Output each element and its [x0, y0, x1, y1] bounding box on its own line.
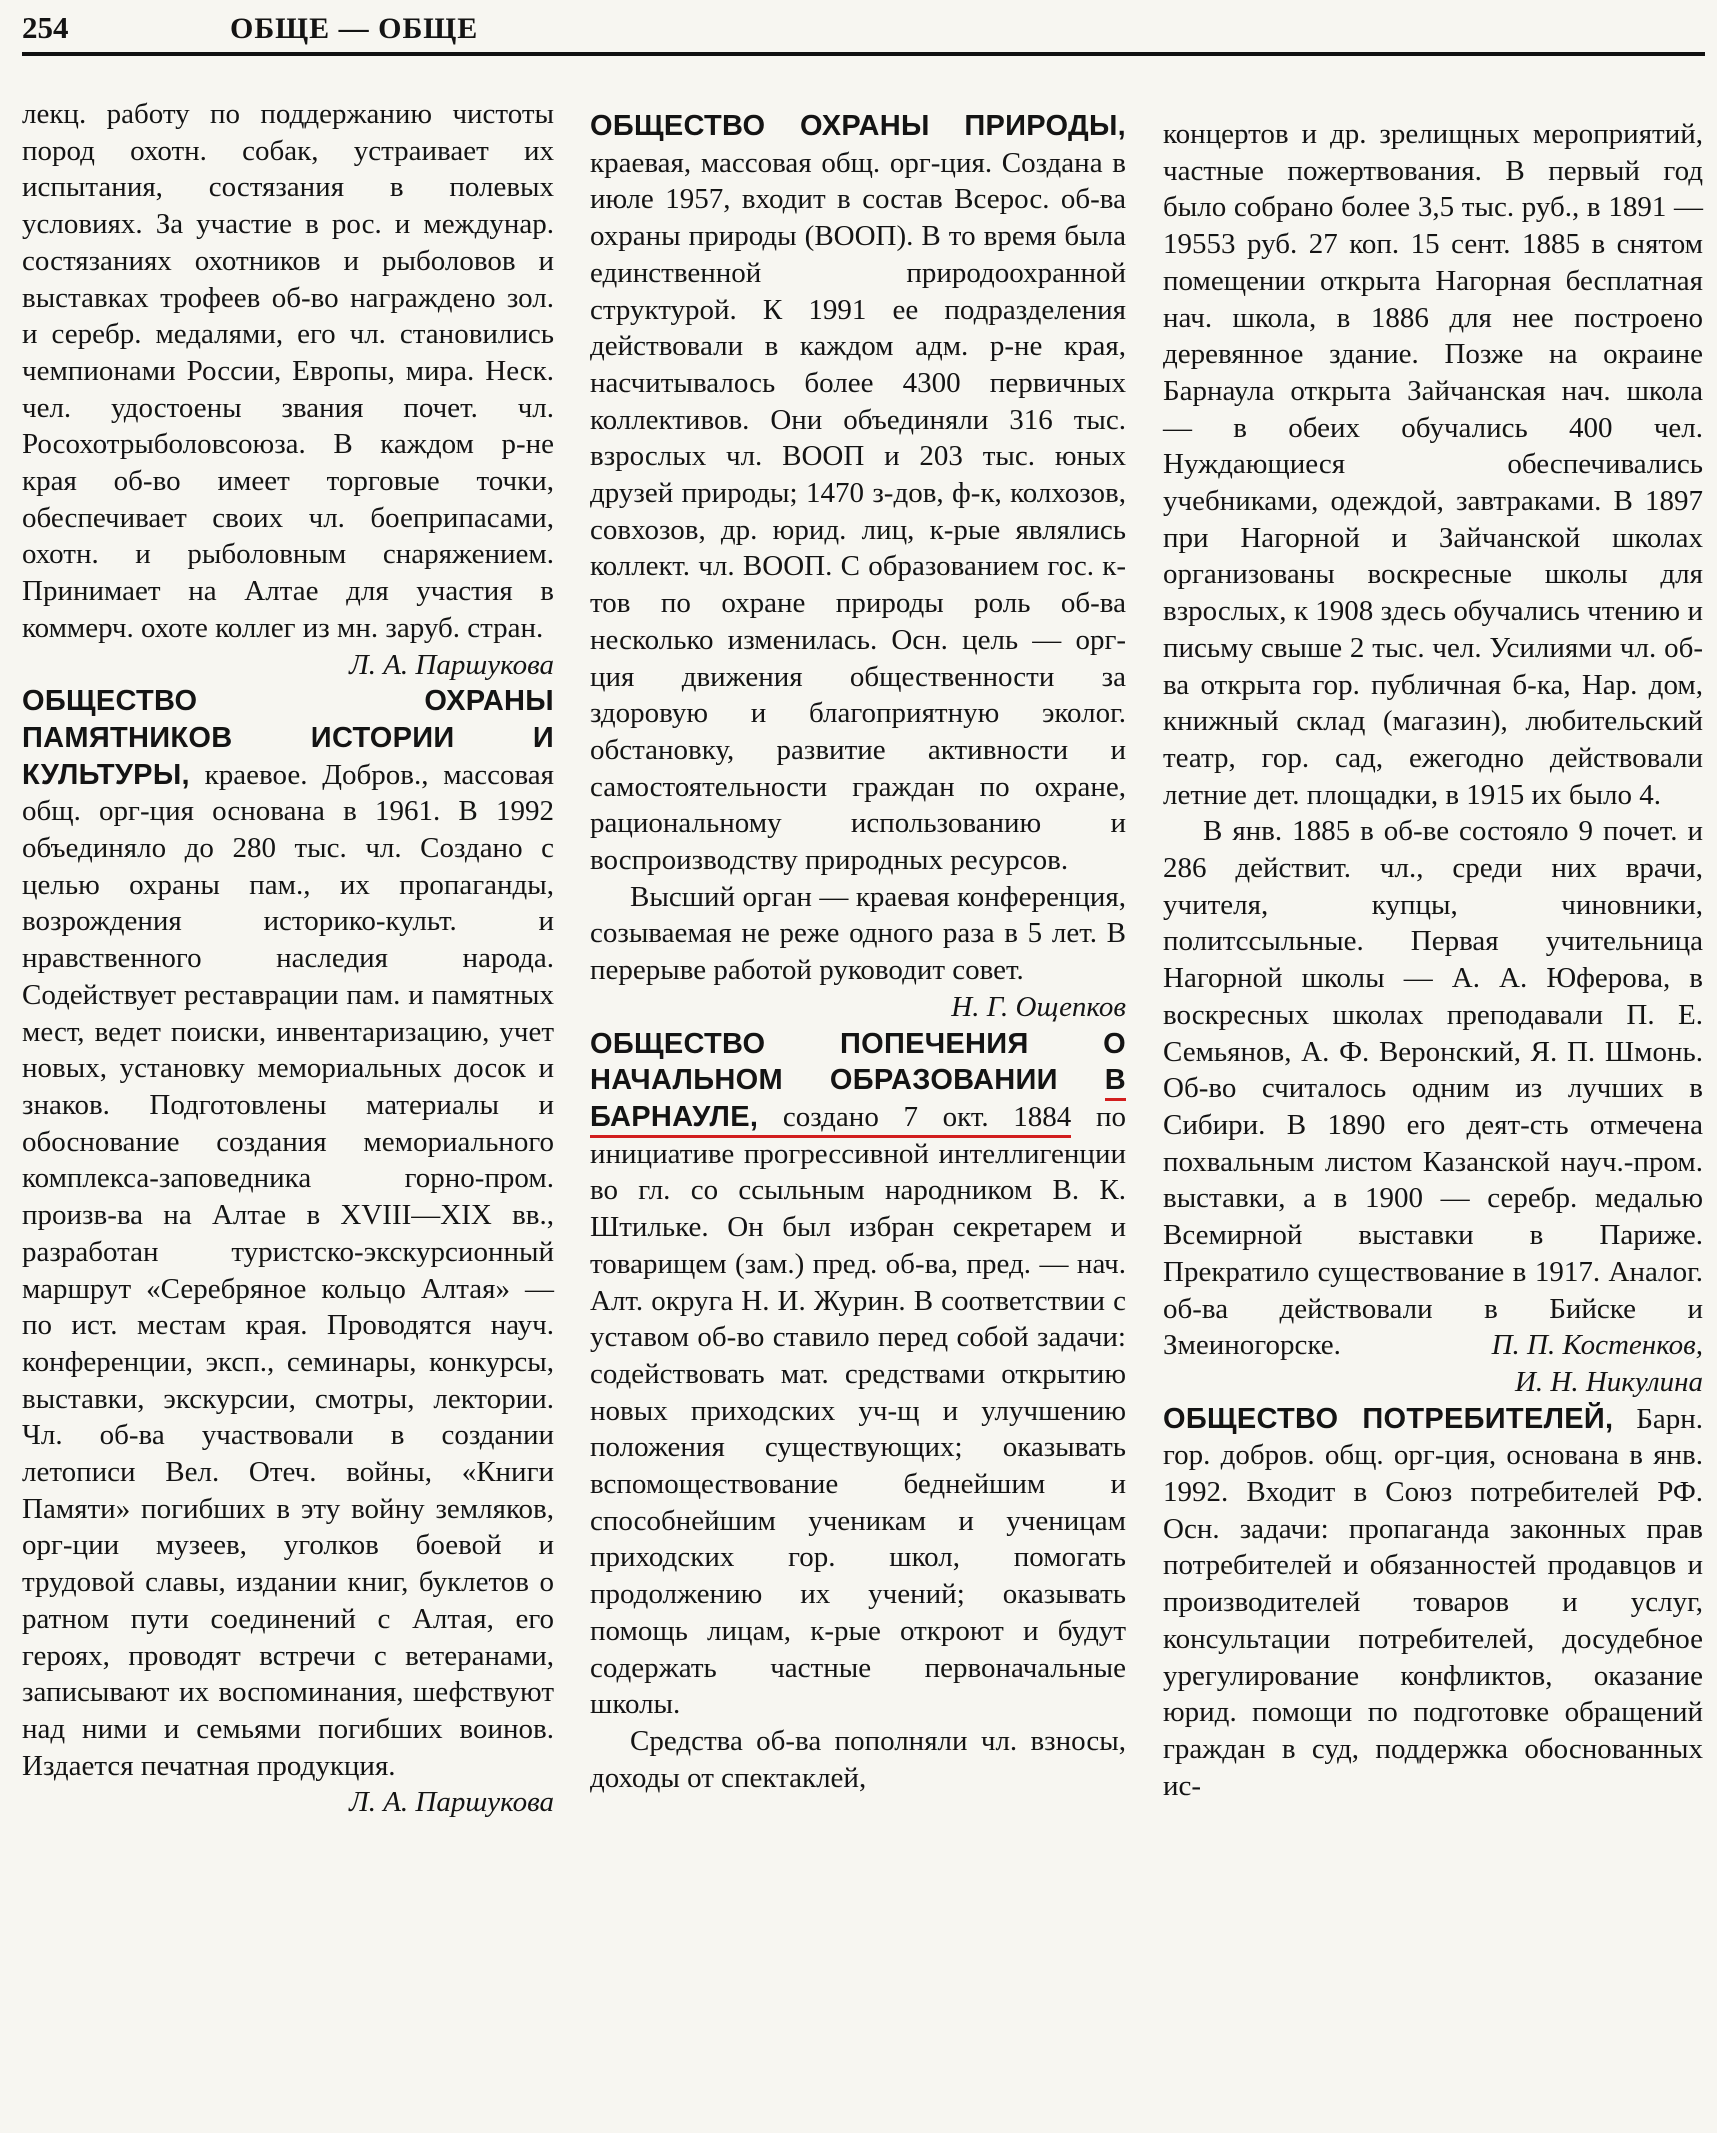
- entry-nature-protection: [590, 108, 1126, 879]
- entry-headword: ОБЩЕСТВО ОХРАНЫ ПАМЯТНИКОВ ИСТОРИИ И КУЛЬТУРЫ,: [22, 685, 554, 791]
- author-signature: Л. А. Паршукова: [349, 1786, 554, 1819]
- entry-continuation-text: лекц. работу по поддержанию чистоты пород охотн. собак, устраивает их испытания, состязания в полевых условиях. За участие в рос. и междунар. состязаниях охотников и рыболовов и выставках трофеев об-во награждено зол. и серебр. медалями, его чл. становились чемпионами России, Европы, мира. Неск. чел. удостоены звания почет. чл. Росохотрыболовсоюза. В каждом р-не края об-во имеет торговые точки, обеспечивает своих чл. боеприпасами, охотн. и рыболовным снаряжением. Принимает на Алтае для участия в коммерч. охоте коллег из мн. заруб. стран. Л. А. Паршукова: [22, 96, 554, 647]
- entry-body-paragraph: Высший орган — краевая конференция, созываемая не реже одного раза в 5 лет. В перерыве работой руководит совет.: [590, 880, 1126, 987]
- author-signature: П. П. Костенков,: [1491, 1329, 1703, 1362]
- entry-protection-monuments: [22, 683, 554, 1784]
- entry-body-paragraph: В янв. 1885 в об-ве состояло 9 почет. и 286 действит. чл., среди них врачи, учителя, купцы, чиновники, политссыльные. Первая учительница Нагорной школы — А. А. Юферова, в воскресных школах преподавали П. Е. Семьянов, А. Ф. Веронский, Я. П. Шмонь. Об-во считалось одним из лучших в Сибири. В 1890 его деят-сть отмечена похвальным листом Казанской науч.-пром. выставки, а в 1900 — серебр. медалью Всемирной выставки в Париже. Прекратило существование в 1917. Аналог. об-ва действовали в Бийске и Змеиногорске. П. П. Костенков,: [1163, 813, 1703, 1364]
- entry-consumers-society: [1163, 1401, 1703, 1805]
- page-number: 254: [22, 10, 69, 45]
- entry-continuation-text: концертов и др. зрелищных мероприятий, частные пожертвования. В первый год было собрано более 3,5 тыс. руб., в 1891 — 19553 руб. 27 коп. 15 сент. 1885 в снятом помещении открыта Нагорная бесплатная нач. школа, в 1886 для нее построено деревянное здание. Позже на окраине Барнаула открыта Зайчанская нач. школа — в обеих обучались 400 чел. Нуждающиеся обеспечивались учебниками, одеждой, завтраками. В 1897 при Нагорной и Зайчанской школах организованы воскресные школы для взрослых, к 1908 здесь обучались чтению и письму свыше 2 тыс. чел. Усилиями чл. об-ва открыта гор. публичная б-ка, Нар. дом, книжный склад (магазин), любительский театр, гор. сад, ежегодно действовали летние дет. площадки, в 1915 их было 4.: [1163, 118, 1703, 811]
- entry-headword: ОБЩЕСТВО ОХРАНЫ ПРИРОДЫ,: [590, 110, 1126, 142]
- column-3: [1163, 116, 1703, 1804]
- entry-headword: ОБЩЕСТВО ПОТРЕБИТЕЛЕЙ,: [1163, 1402, 1614, 1435]
- author-signature: И. Н. Никулина: [1514, 1365, 1703, 1398]
- entry-headword-tail: В БАРНАУЛЕ,: [590, 1064, 1126, 1133]
- column-2: [590, 108, 1126, 1796]
- running-head: ОБЩЕ — ОБЩЕ: [230, 12, 479, 45]
- page-header: [22, 6, 1705, 56]
- author-signature: Л. А. Паршукова: [349, 648, 554, 681]
- column-1: [22, 96, 554, 1821]
- entry-body: по инициативе прогрессивной интеллигенции во гл. со ссыльным народником В. К. Штильке. Он был избран секретарем и товарищем (зам.) пред. об-ва, пред. — нач. Алт. округа Н. И. Журин. В соответствии с уставом об-во ставило перед собой задачи: содействовать мат. средствами открытию новых приходских уч-щ и улучшению положения существующих; оказывать вспомоществование беднейшим и способнейшим ученикам и ученицам приходских гор. школ, помогать продолжению их учений; оказывать помощь лицам, к-рые откроют и будут содержать частные первоначальные школы.: [590, 1100, 1126, 1721]
- author-signature: Н. Г. Ощепков: [951, 990, 1126, 1023]
- entry-primary-education: [590, 1026, 1126, 1723]
- entry-body: краевая, массовая общ. орг-ция. Создана в июле 1957, входит в состав Всерос. об-ва охраны природы (ВООП). В то время была единственной природоохранной структурой. К 1991 ее подразделения действовали в каждом адм. р-не края, насчитывалось более 4300 первичных коллективов. Они объединяли 316 тыс. взрослых чл. ВООП и 203 тыс. юных друзей природы; 1470 з-дов, ф-к, колхозов, совхозов, др. юрид. лиц, к-рые являлись коллект. чл. ВООП. С образованием гос. к-тов по охране природы роль об-ва несколько изменилась. Осн. цель — орг-ция движения общественности за здоровую и благоприятную эколог. обстановку, развитие активности и самостоятельности граждан по охране, рациональному использованию и воспроизводству природных ресурсов.: [590, 146, 1126, 877]
- entry-date: создано 7 окт. 1884: [758, 1100, 1072, 1133]
- entry-body-paragraph: Средства об-ва пополняли чл. взносы, доходы от спектаклей,: [590, 1724, 1126, 1794]
- entry-body: Барн. гор. добров. общ. орг-ция, основана в янв. 1992. Входит в Союз потребителей РФ. Осн. задачи: пропаганда законных прав потребителей и обязанностей продавцов и производителей товаров и услуг, консультации потребителей, досудебное урегулирование конфликтов, оказание юрид. помощи по подготовке обращений граждан в суд, поддержка обоснованных ис-: [1163, 1402, 1703, 1802]
- entry-headword: ОБЩЕСТВО ПОПЕЧЕНИЯ О НАЧАЛЬНОМ ОБРАЗОВАНИИ: [590, 1027, 1126, 1097]
- entry-body: краевое. Добров., массовая общ. орг-ция основана в 1961. В 1992 объединяло до 280 тыс. чл. Создано с целью охраны пам., их пропаганды, возрождения историко-культ. и нравственного наследия народа. Содействует реставрации пам. и памятных мест, ведет поиски, инвентаризацию, учет новых, установку мемориальных досок и знаков. Подготовлены материалы и обоснование создания мемориального комплекса-заповедника горно-пром. произв-ва на Алтае в XVIII—XIX вв., разработан туристско-экскурсионный маршрут «Серебряное кольцо Алтая» — по ист. местам края. Проводятся науч. конференции, эксп., семинары, конкурсы, выставки, экскурсии, смотры, лектории. Чл. об-ва участвовали в создании летописи Вел. Отеч. войны, «Книги Памяти» погибших в эту войну земляков, орг-ции музеев, уголков боевой и трудовой славы, издании книг, буклетов о ратном пути соединений с Алтая, его героях, проводят встречи с ветеранами, записывают их воспоминания, шефствуют над ними и семьями погибших воинов. Издается печатная продукция.: [22, 758, 554, 1782]
